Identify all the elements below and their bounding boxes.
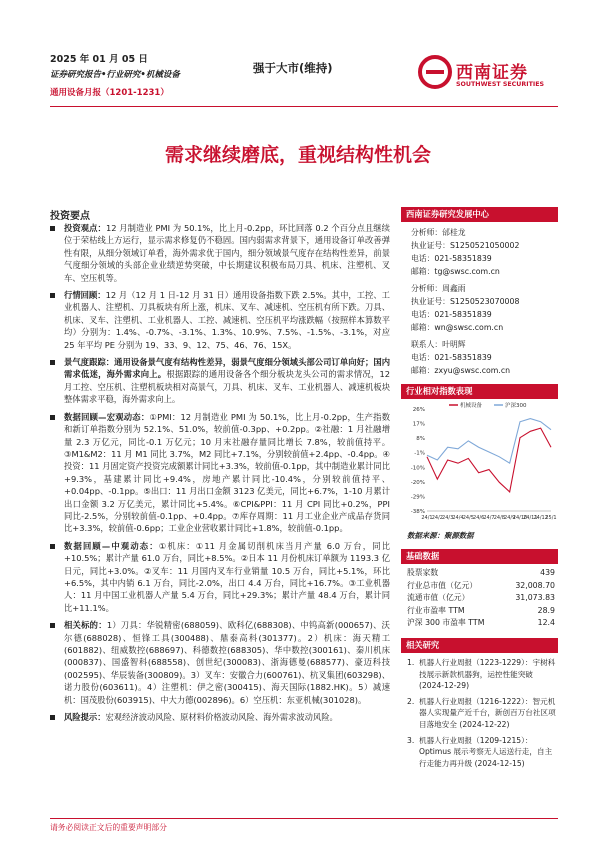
- company-logo-text: 西南证券: [456, 63, 528, 83]
- basic-data-row: 流通市值（亿元） 31,073.83: [407, 593, 555, 603]
- series-line-2: [427, 419, 551, 464]
- analyst-2: 分析师：周鑫雨 执业证号：S1250523070008 电话：021-58351839 邮箱：wn@swsc.com.cn: [401, 282, 558, 334]
- x-tick-label: 24/9: [504, 515, 516, 521]
- y-tick-label: -29%: [410, 494, 425, 501]
- x-tick-label: 24/1: [421, 515, 433, 521]
- company-logo-icon: [418, 54, 452, 90]
- footer-divider: [50, 818, 558, 819]
- chart-source: 数据来源：聚源数据: [407, 531, 474, 540]
- related-research-item[interactable]: 3. 机器人行业周报（1209-1215）：Optimus 展示考察无人运送行走，自主行走能力再升级 (2024-12-15): [407, 735, 553, 768]
- investment-heading: 投资要点: [50, 211, 90, 222]
- related-research-title: 相关研究: [401, 638, 558, 653]
- analyst-email[interactable]: 邮箱：tg@swsc.com.cn: [411, 267, 500, 276]
- point-view: 投资观点：12 月制造业 PMI 为 50.1%，比上月-0.2pp，环比回落 0.2 个百分点且继续位于荣枯线上方运行，显示需求修复仍不稳固。国内弱需求背景下，通用设备订单改善弹性有限，从细分领域订单看，海外需求优于国内，细分领域景气度存在结构性差异，前景气度细分领域的头部企业业绩逆势突破，中长期建议积极布局刀具、机床、注塑机、叉车、空压机等。: [50, 222, 390, 284]
- point-risk: 风险提示：宏观经济波动风险、原材料价格波动风险、海外需求波动风险。: [50, 711, 390, 723]
- report-category: 证券研究报告•行业研究•机械设备: [50, 70, 180, 80]
- point-prosperity: 景气度跟踪：通用设备景气度有结构性差异，弱景气度细分领域头部公司订单向好；国内需求低迷，海外需求向上。根据跟踪的通用设备各个细分板块龙头公司的需求情况，12 月工控、空压机、注塑机板块相对高景气，刀具、机床、叉车、工业机器人、减速机板块整体需求平稳，海外需求向上。: [50, 356, 390, 406]
- x-tick-label: 24/8: [493, 515, 505, 521]
- related-research-item[interactable]: 2. 机器人行业周报（1216-1222）：智元机器人实现量产近千台，新创百万台社区项目落地安全 (2024-12-22): [407, 696, 556, 729]
- x-tick-label: 24/6: [473, 515, 485, 521]
- x-tick-label: 24/11: [523, 515, 538, 521]
- y-tick-label: 8%: [416, 436, 425, 443]
- point-market-review: 行情回顾：12 月（12 月 1 日-12 月 31 日）通用设备指数下跌 2.5%。其中，工控、工业机器人、注塑机、刀具板块有所上涨，机床、叉车、减速机、空压机有所下跌。刀具、机床、叉车、注塑机、工业机器人、工控、减速机、空压机平均涨跌幅（按照样本算数平均）分别为：1.4%、-0.7%、-3.1%、1.3%、10.9%、7.5%、-1.5%、-3.1%，对应 25 年平均 PE 分别为 19、33、9、12、75、46、76、15X。: [50, 289, 390, 351]
- y-tick-label: -10%: [410, 465, 425, 472]
- relative-index-box: [401, 384, 558, 541]
- basic-data-title: 基础数据: [401, 549, 558, 564]
- header-divider: [50, 106, 558, 107]
- x-tick-label: 24/4: [452, 515, 464, 521]
- contact-email[interactable]: 邮箱：zxyu@swsc.com.cn: [411, 366, 511, 375]
- basic-data-row: 行业市盈率 TTM 28.9: [407, 605, 555, 615]
- x-tick-label: 24/2: [431, 515, 443, 521]
- footer-disclaimer: 请务必阅读正文后的重要声明部分: [50, 823, 167, 832]
- related-research-box: [401, 638, 558, 769]
- basic-data-box: [401, 549, 558, 630]
- y-tick-label: -20%: [410, 479, 425, 486]
- bullet-icon: [50, 715, 55, 720]
- x-tick-label: 25/1: [545, 515, 557, 521]
- basic-data-row: 沪深 300 市盈率 TTM 12.4: [407, 618, 555, 628]
- point-macro-data: 数据回顾—宏观动态：①PMI：12 月制造业 PMI 为 50.1%，比上月-0.2pp，生产指数和新订单指数分别为 52.1%、51.0%，较前值-0.3pp、+0.2pp。②社融：1 月社融增量 2.3 万亿元，同比-0.1 万亿元；10 月末社融存量同比增长 7.8%，较前值持平。③M1&M2：11 月 M1 同比 3.7%，M2 同比+7.1%，分别较前值+2.4pp、-0.4pp。④投资：11 月固定资产投资完成额累计同比+3.3%，较前值-0.1pp，其中制造业累计同比+9.3%，基建累计同比+9.4%，房地产累计同比-10.4%，分别较前值持平、+0.04pp、-0.1pp。⑤出口：11 月出口金额 3123 亿美元，同比+6.7%，1-10 月累计出口金额 3.2 万亿美元，累计同比+5.4%。⑥CPI&PPI：11 月 CPI 同比+0.2%，PPI 同比-2.5%，分别较前值-0.1pp、+0.4pp。⑦库存周期：11 月工业企业产成品存货同比+3.3%，较前值-0.6pp；工业企业营收累计同比+1.8%，较前值-0.1pp。: [50, 411, 390, 535]
- x-tick-label: 24/12: [533, 515, 548, 521]
- relative-index-chart: [401, 399, 558, 524]
- legend-label: 机械设备: [460, 403, 483, 409]
- series-line-1: [427, 428, 551, 492]
- x-tick-label: 24/3: [442, 515, 454, 521]
- investment-points: [50, 222, 390, 728]
- industry-rating: 强于大市(维持): [253, 61, 333, 75]
- y-tick-label: -1%: [414, 450, 425, 457]
- bullet-icon: [50, 544, 55, 549]
- report-title: 需求继续磨底，重视结构性机会: [164, 144, 431, 166]
- y-tick-label: 17%: [412, 421, 425, 428]
- y-tick-label: -38%: [410, 509, 425, 515]
- legend-label: 沪深300: [505, 403, 527, 409]
- basic-data-row: 行业总市值（亿元） 32,008.70: [407, 580, 555, 590]
- x-tick-label: 24/10: [512, 515, 528, 521]
- x-tick-label: 24/7: [483, 515, 495, 521]
- bullet-icon: [50, 360, 55, 365]
- related-research-list: [401, 653, 558, 769]
- basic-data-table: [401, 564, 558, 630]
- report-date: 2025 年 01 月 05 日: [50, 54, 148, 65]
- point-related-stocks: 相关标的：1）刀具：华锐精密(688059)、欧科亿(688308)、中钨高新(000657)、沃尔德(688028)、恒锋工具(300488)、鼎泰高科(301377)。2）机床：海天精工(601882)、纽威数控(688697)、科德数控(688305)、华中数控(300161)、秦川机床(000837)、国盛智科(688558)、创世纪(300083)、浙海德曼(688577)、豪迈科技(002595)、华辰装备(300809)。3）叉车：安徽合力(600761)、杭叉集团(603298)、诺力股份(603611)。4）注塑机：伊之密(300415)、海天国际(1882.HK)。5）减速机：国茂股份(603915)、中大力德(002896)。6）空压机：东亚机械(301028)。: [50, 619, 390, 706]
- bullet-icon: [50, 226, 55, 231]
- bullet-icon: [50, 623, 55, 628]
- analyst-email[interactable]: 邮箱：wn@swsc.com.cn: [411, 323, 504, 332]
- company-logo-english: SOUTHWEST SECURITIES: [456, 81, 545, 88]
- relative-index-title: 行业相对指数表现: [401, 384, 558, 399]
- bullet-icon: [50, 415, 55, 420]
- related-research-item[interactable]: 1. 机器人行业周报（1223-1229）：宇树科技展示新款机器狗，运控性能突破 (2024-12-29): [407, 657, 556, 691]
- sidebar: [401, 207, 558, 773]
- report-subtitle: 通用设备月报（1201-1231）: [50, 88, 169, 98]
- contact-person: 联系人：叶明辉 电话：021-58351839 邮箱：zxyu@swsc.com.cn: [401, 338, 558, 377]
- x-tick-label: 24/5: [462, 515, 474, 521]
- point-meso-data: 数据回顾—中观动态：①机床：①11 月金属切削机床当月产量 6.0 万台，同比+10.5%；累计产量 61.0 万台，同比+8.5%。②日本 11 月份机床订单额为 1193.3 亿日元，同比+3.0%。②叉车：11 月国内叉车行业销量 10.5 万台，同比+5.1%，环比+6.5%，其中内销 6.1 万台，同比-2.0%，出口 4.4 万台，同比+16.7%。③工业机器人：11 月中国工业机器人产量 5.4 万台，同比+29.3%；累计产量 48.4 万台，累计同比+11.1%。: [50, 540, 390, 614]
- basic-data-row: 股票家数 439: [407, 568, 555, 577]
- research-team-title: 西南证券研究发展中心: [401, 207, 558, 222]
- bullet-icon: [50, 293, 55, 298]
- y-tick-label: 26%: [412, 407, 425, 413]
- analyst-1: 分析师：邰桂龙 执业证号：S1250521050002 电话：021-58351839 邮箱：tg@swsc.com.cn: [401, 226, 558, 278]
